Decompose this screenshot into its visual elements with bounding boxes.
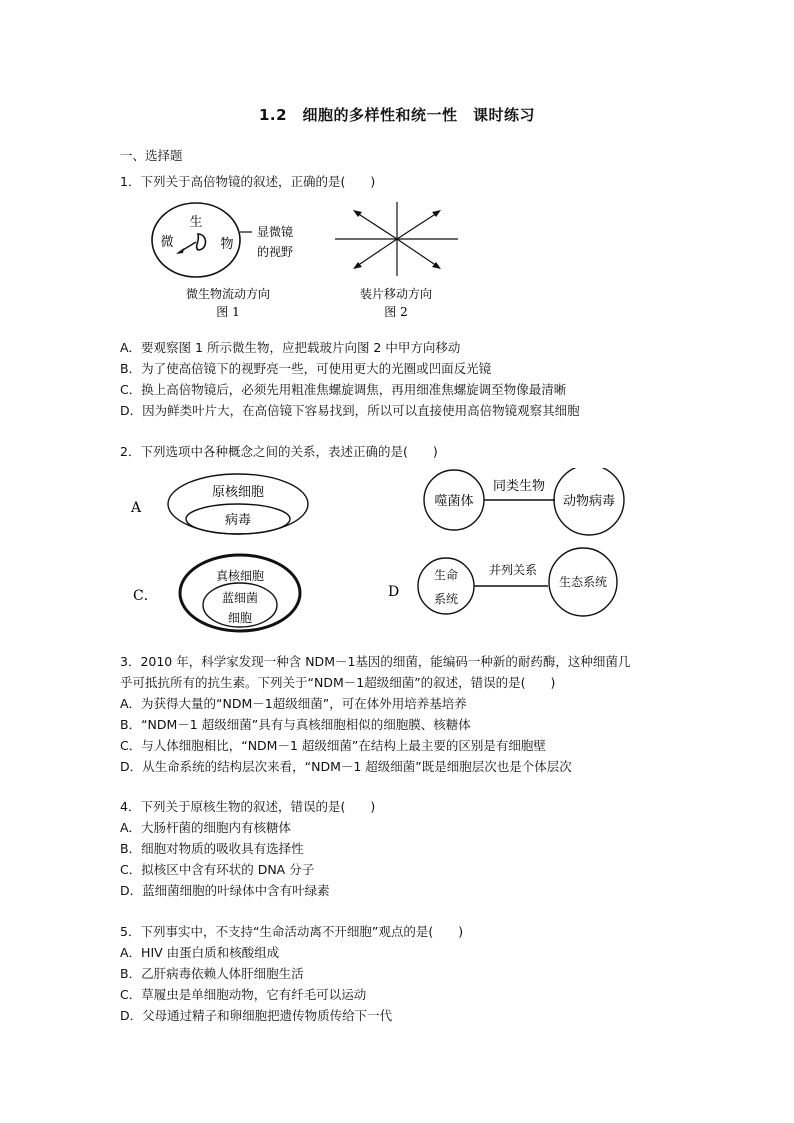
- d-left-text-1: 生命: [433, 568, 459, 582]
- q3-option-c: C．与人体细胞相比，“NDM－1 超级细菌”在结构上最主要的区别是有细胞壁: [120, 738, 546, 753]
- q1-option-c: C．换上高倍物镜后，必须先用粗准焦螺旋调焦，再用细准焦螺旋调至物像最清晰: [120, 382, 567, 397]
- q1-option-d: D．因为鲜类叶片大，在高倍镜下容易找到，所以可以直接使用高倍物镜观察其细胞: [120, 403, 580, 418]
- q5-option-b: B．乙肝病毒依赖人体肝细胞生活: [120, 966, 304, 981]
- direction-star: [335, 202, 458, 276]
- q5-option-a: A．HIV 由蛋白质和核酸组成: [120, 945, 280, 960]
- q1-option-b: B．为了使高倍镜下的视野亮一些，可使用更大的光圈或凹面反光镜: [120, 361, 492, 376]
- b-left-text: 噬菌体: [434, 494, 474, 509]
- q3-option-a: A．为获得大量的“NDM－1超级细菌”，可在体外用培养基培养: [120, 696, 467, 711]
- q3-option-b: B．“NDM－1 超级细菌”具有与真核细胞相似的细胞膜、核糖体: [120, 717, 471, 732]
- q4-option-c: C．拟核区中含有环状的 DNA 分子: [120, 862, 315, 877]
- a-outer-text: 原核细胞: [211, 485, 265, 500]
- q2-option-a-label: A: [131, 500, 142, 516]
- q5-stem: 5．下列事实中，不支持“生命活动离不开细胞”观点的是( ): [120, 924, 464, 939]
- d-right-text: 生态系统: [558, 575, 608, 589]
- q3-stem-line-1: 3．2010 年，科学家发现一种含 NDM－1基因的细菌，能编码一种新的耐药酶，这种细菌几: [120, 654, 631, 669]
- q4-option-b: B．细胞对物质的吸收具有选择性: [120, 841, 304, 856]
- q4-option-a: A．大肠杆菌的细胞内有核糖体: [120, 820, 292, 835]
- q2-option-d-label: D: [388, 584, 400, 600]
- c-outer-text: 真核细胞: [215, 569, 265, 583]
- fig1-side-label-1: 显微镜: [257, 225, 294, 239]
- fig1-side-label-2: 的视野: [257, 245, 294, 259]
- q5-option-d: D．父母通过精子和卵细胞把遗传物质传给下一代: [120, 1008, 393, 1023]
- b-right-text: 动物病毒: [562, 494, 616, 509]
- q5-option-c: C．草履虫是单细胞动物，它有纤毛可以运动: [120, 987, 367, 1002]
- c-inner-text-2: 细胞: [227, 611, 253, 625]
- q3-stem-line-2: 乎可抵抗所有的抗生素。下列关于“NDM－1超级细菌”的叙述，错误的是( ): [120, 675, 556, 690]
- q4-stem: 4．下列关于原核生物的叙述，错误的是( ): [120, 799, 376, 814]
- fig1-char-left: 微: [160, 235, 174, 250]
- q1-stem: 1．下列关于高倍物镜的叙述，正确的是( ): [120, 174, 376, 189]
- fig1-char-right: 物: [220, 237, 234, 252]
- section-heading: 一、选择题: [120, 148, 183, 163]
- fig1-char-top: 生: [189, 215, 203, 230]
- microorganism-shape: [197, 234, 206, 250]
- q3-option-d: D．从生命系统的结构层次来看，“NDM－1 超级细菌”既是细胞层次也是个体层次: [120, 759, 572, 774]
- q2-figures: [125, 468, 635, 638]
- b-link-text: 同类生物: [492, 479, 546, 494]
- fig1-name: 图 1: [216, 305, 240, 319]
- fig2-caption: 装片移动方向: [359, 287, 433, 301]
- d-left-text-2: 系统: [433, 592, 459, 606]
- fig2-name: 图 2: [384, 305, 408, 319]
- fig1-caption: 微生物流动方向: [185, 287, 271, 301]
- q1-figures: [140, 196, 470, 326]
- d-link-text: 并列关系: [488, 563, 538, 577]
- q2-option-c-label: C．: [133, 588, 158, 604]
- flow-arrow-head: [176, 248, 184, 254]
- q4-option-d: D．蓝细菌细胞的叶绿体中含有叶绿素: [120, 883, 330, 898]
- q1-option-a: A．要观察图 1 所示微生物，应把载玻片向图 2 中甲方向移动: [120, 340, 461, 355]
- a-inner-text: 病毒: [224, 513, 252, 528]
- q2-stem: 2．下列选项中各种概念之间的关系，表述正确的是( ): [120, 444, 438, 459]
- c-inner-text-1: 蓝细菌: [221, 591, 259, 605]
- page-title: 1.2 细胞的多样性和统一性 课时练习: [258, 106, 536, 124]
